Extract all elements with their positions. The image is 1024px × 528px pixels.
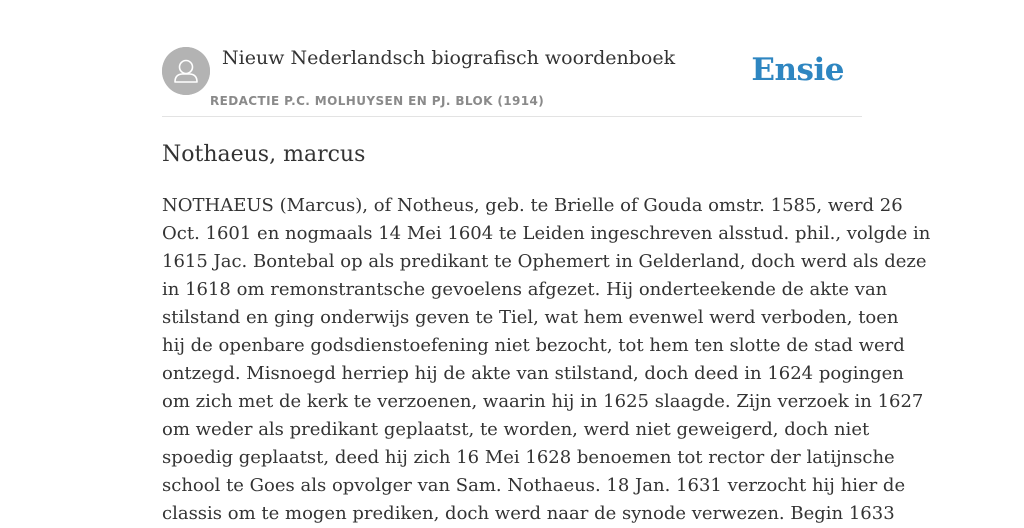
body-line: ontzegd. Misnoegd herriep hij de akte van stilstand, doch deed in 1624 pogingen [162, 363, 904, 384]
body-line: NOTHAEUS (Marcus), of Notheus, geb. te Brielle of Gouda omstr. 1585, werd 26 [162, 195, 903, 216]
body-line: stilstand en ging onderwijs geven te Tiel, wat hem evenwel werd verboden, toen [162, 307, 899, 328]
body-line: hij de openbare godsdienstoefening niet bezocht, tot hem ten slotte de stad werd [162, 335, 905, 356]
body-line: in 1618 om remonstrantsche gevoelens afgezet. Hij onderteekende de akte van [162, 279, 888, 300]
source-header [162, 46, 862, 117]
entry-title: Nothaeus, marcus [162, 142, 366, 167]
source-byline: REDACTIE P.C. MOLHUYSEN EN PJ. BLOK (1914) [210, 94, 545, 108]
body-line: school te Goes als opvolger van Sam. Nothaeus. 18 Jan. 1631 verzocht hij hier de [162, 475, 906, 496]
user-silhouette-icon [162, 47, 210, 95]
body-line: classis om te mogen prediken, doch werd naar de synode verwezen. Begin 1633 [162, 503, 895, 524]
source-title[interactable]: Nieuw Nederlandsch biografisch woordenboek [222, 47, 676, 69]
body-line: Oct. 1601 en nogmaals 14 Mei 1604 te Leiden ingeschreven alsstud. phil., volgde in [162, 223, 931, 244]
body-line: 1615 Jac. Bontebal op als predikant te Ophemert in Gelderland, doch werd als deze [162, 251, 927, 272]
body-line: om weder als predikant geplaatst, te worden, werd niet geweigerd, doch niet [162, 419, 870, 440]
body-line: spoedig geplaatst, deed hij zich 16 Mei 1628 benoemen tot rector der latijnsche [162, 447, 895, 468]
entry-body [162, 192, 931, 528]
brand-logo[interactable]: Ensie [751, 52, 844, 88]
body-line: om zich met de kerk te verzoenen, waarin hij in 1625 slaagde. Zijn verzoek in 1627 [162, 391, 924, 412]
